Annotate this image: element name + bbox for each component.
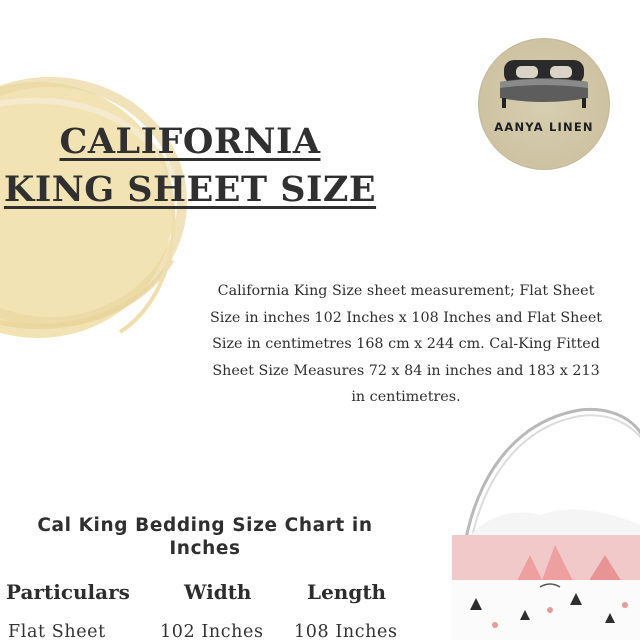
description-text: California King Size sheet measurement; Flat Sheet Size in inches 102 Inches x 108 Inches and Flat Sheet Size in centimetres 168 cm x 244 cm. Cal-King Fitted Sheet Size Measures 72 x 84 in inches and 183 x 213 in centimetres. — [209, 283, 603, 405]
size-chart-header — [0, 580, 420, 612]
bedding-photo — [430, 405, 640, 640]
column-header-length: Length — [307, 580, 387, 604]
cell-width: 102 Inches — [160, 622, 264, 640]
cell-length: 108 Inches — [294, 622, 398, 640]
column-header-particulars: Particulars — [6, 580, 130, 604]
brand-logo — [478, 38, 610, 170]
page-title — [0, 118, 380, 214]
bed-icon — [496, 52, 592, 116]
title-line-2: KING SHEET SIZE — [3, 169, 377, 210]
cell-particular: Flat Sheet — [8, 622, 106, 640]
title-line-1: CALIFORNIA — [59, 121, 321, 162]
column-header-width: Width — [184, 580, 252, 604]
size-chart-title: Cal King Bedding Size Chart in Inches — [37, 515, 373, 559]
logo-text: AANYA LINEN — [494, 120, 594, 134]
table-row — [0, 622, 420, 640]
